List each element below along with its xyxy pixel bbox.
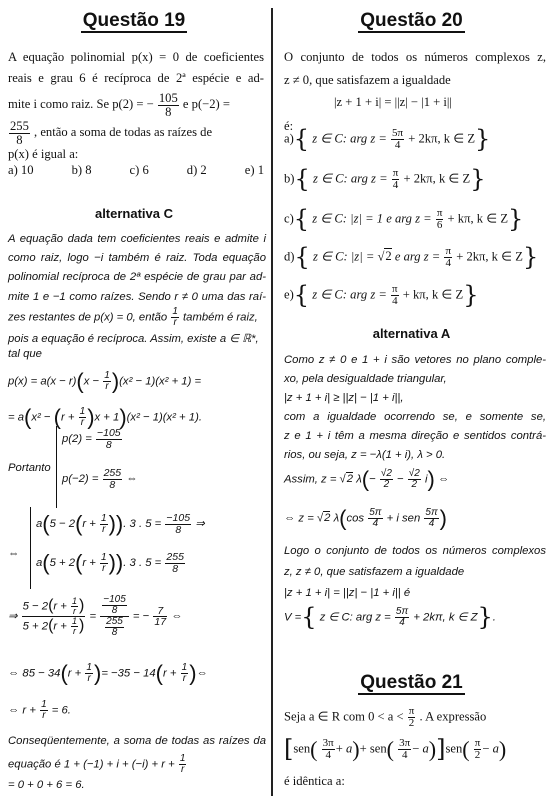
solution-set: V ={ z ∈ C: arg z = $\frac{5\pi}{4}$ + 2kπ, k ∈ Z}. — [284, 602, 496, 631]
statement-line: $\frac{255}{8}$ , então a soma de todas as raízes de — [10, 119, 213, 147]
solution-line: = 0 + 0 + 6 = 6. — [8, 779, 85, 791]
ratio-equation: ⇒ 5 − 2(r + $\frac{1}{r}$ ) 5 + 2(r + $\frac{1}{r}$ ) = $\frac{\frac{-105}{8}}{\frac{255}{8}}$ = − $\frac{7}{17}$ ⇔ — [8, 594, 183, 638]
system-equation-3: a(5 − 2(r + $\frac{1}{r}$ )). 3 . 5 = $\frac{-105}{8}$ ⇒ — [36, 511, 205, 537]
question-19-options — [8, 163, 264, 178]
solution-line: rios, ou seja, z = −λ(1 + i), λ > 0. — [284, 449, 446, 461]
statement-line: é idêntica a: — [284, 774, 345, 788]
system-equation-4: a(5 + 2(r + $\frac{1}{r}$ )). 3 . 5 = $\frac{255}{8}$ — [36, 550, 184, 576]
expression: [sen( $\frac{3\pi}{4}$ + a)+ sen( $\frac{3\pi}{4}$ − a)]sen( $\frac{\pi}{2}$ − a) — [284, 734, 507, 763]
solution-line: Conseqüentemente, a soma de todas as raízes da — [8, 735, 266, 747]
solution-line: Como z ≠ 0 e 1 + i são vetores no plano comple- — [284, 354, 546, 366]
solution-line: xo, pela desigualdade triangular, — [284, 373, 447, 385]
fraction: $\frac{1}{r}$ — [172, 306, 178, 328]
statement-line: Seja a ∈ R com 0 < a < $\frac{\pi}{2}$ . A expressão — [284, 705, 487, 729]
question-20-answer: alternativa A — [372, 326, 451, 341]
fraction: $\frac{105}{8}$ — [158, 91, 178, 119]
statement-line: z ≠ 0, que satisfazem a igualdade — [284, 73, 451, 87]
statement-line: A equação polinomial p(x) = 0 de coeficientes — [8, 50, 264, 64]
statement-line: p(x) é igual a: — [8, 147, 79, 161]
solution-line: com a igualdade ocorrendo se, e somente se, — [284, 411, 546, 423]
solution-line: |z + 1 + i| = ||z| − |1 + i|| é — [284, 587, 411, 599]
fraction: $\frac{\frac{-105}{8}}{\frac{255}{8}}$ — [100, 595, 129, 638]
equation-assim: Assim, z = √2 λ(− $\frac{√2}{2}$ − $\frac{√2}{2}$ i) ⇔ — [284, 466, 450, 492]
equation-r: ⇔ r + $\frac{1}{r}$ = 6. — [8, 699, 71, 721]
solution-line: z, z ≠ 0, que satisfazem a igualdade — [284, 566, 465, 578]
fraction: 5 − 2(r + $\frac{1}{r}$ ) 5 + 2(r + $\frac{1}{r}$ ) — [22, 596, 85, 636]
system-equation-2: p(−2) = $\frac{255}{8}$ ⇔ — [62, 467, 138, 491]
question-21-title: Questão 21 — [360, 672, 463, 693]
option-d[interactable]: d) 2 — [186, 163, 207, 177]
statement-line: |z + 1 + i| = ||z| − |1 + i|| — [334, 95, 452, 109]
option-a[interactable]: a){ z ∈ C: arg z = $\frac{5\pi}{4}$ + 2kπ, k ∈ Z} — [284, 124, 491, 153]
solution-line: pois a equação é recíproca. Assim, existe a ∈ ℝ*, — [8, 333, 259, 345]
solution-line: mite 1 e −1 como raízes. Sendo r ≠ 0 uma das raí- — [8, 291, 266, 303]
equation-p-product: p(x) = a(x − r)(x − $\frac{1}{r}$ )(x² − 1)(x² + 1) = — [8, 368, 202, 394]
solution-line: como raiz, logo −i também é raiz. Toda equação — [8, 252, 266, 264]
question-19-answer: alternativa C — [94, 206, 174, 221]
option-e[interactable]: e) 1 — [244, 163, 264, 177]
option-c[interactable]: c) 6 — [129, 163, 149, 177]
column-divider — [271, 8, 273, 796]
system-equation-1: p(2) = $\frac{-105}{8}$ — [62, 427, 121, 451]
equation-p-expanded: = a(x² − (r + $\frac{1}{r}$ )x + 1)(x² − 1)(x² + 1). — [8, 404, 202, 430]
solution-line: tal que — [8, 348, 42, 360]
option-e[interactable]: e){ z ∈ C: arg z = $\frac{\pi}{4}$ + kπ, k ∈ Z} — [284, 280, 479, 309]
solution-line: A equação dada tem coeficientes reais e admite i — [8, 233, 266, 245]
option-a[interactable]: a) 10 — [8, 163, 34, 177]
question-19-title: Questão 19 — [82, 10, 186, 31]
solution-line: equação é 1 + (−1) + i + (−i) + r + $\frac{1}{r}$ — [8, 753, 186, 775]
portanto-label: Portanto — [8, 462, 51, 474]
solution-line: polinomial recíproca de 2ª espécie de grau par ad- — [8, 271, 266, 283]
statement-line: reais e grau 6 é recíproca de 2ª espécie e ad- — [8, 71, 264, 85]
equation-trig: ⇔ z = √2 λ(cos $\frac{5\pi}{4}$ + i sen $\frac{5\pi}{4}$ ) — [284, 505, 447, 531]
solution-line: z e 1 + i têm a mesma direção e sentidos contrá- — [284, 430, 546, 442]
system-bracket-2 — [30, 507, 31, 589]
option-c[interactable]: c){ z ∈ C: |z| = 1 e arg z = $\frac{\pi}{6}$ + kπ, k ∈ Z} — [284, 204, 524, 233]
statement-line: mite i como raiz. Se p(2) = − $\frac{105}{8}$ e p(−2) = — [8, 91, 230, 119]
statement-line: é: — [284, 119, 294, 133]
equation-85: ⇔ 85 − 34(r + $\frac{1}{r}$ )= −35 − 14(r + $\frac{1}{r}$ )⇔ — [8, 660, 208, 686]
fraction: $\frac{255}{8}$ — [10, 119, 29, 147]
option-d[interactable]: d){ z ∈ C: |z| = √2 e arg z = $\frac{\pi}{4}$ + 2kπ, k ∈ Z} — [284, 242, 539, 271]
question-20-title: Questão 20 — [360, 10, 463, 31]
solution-line: Logo o conjunto de todos os números complexos — [284, 545, 546, 557]
solution-line: zes restantes de p(x) = 0, então $\frac{1}{r}$ também é raiz, — [8, 306, 258, 328]
option-b[interactable]: b){ z ∈ C: arg z = $\frac{\pi}{4}$ + 2kπ, k ∈ Z} — [284, 164, 486, 193]
statement-line: O conjunto de todos os números complexos z, — [284, 50, 546, 64]
solution-line: |z + 1 + i| ≥ ||z| − |1 + i||, — [284, 392, 404, 404]
system-bracket — [56, 426, 57, 508]
option-b[interactable]: b) 8 — [71, 163, 92, 177]
